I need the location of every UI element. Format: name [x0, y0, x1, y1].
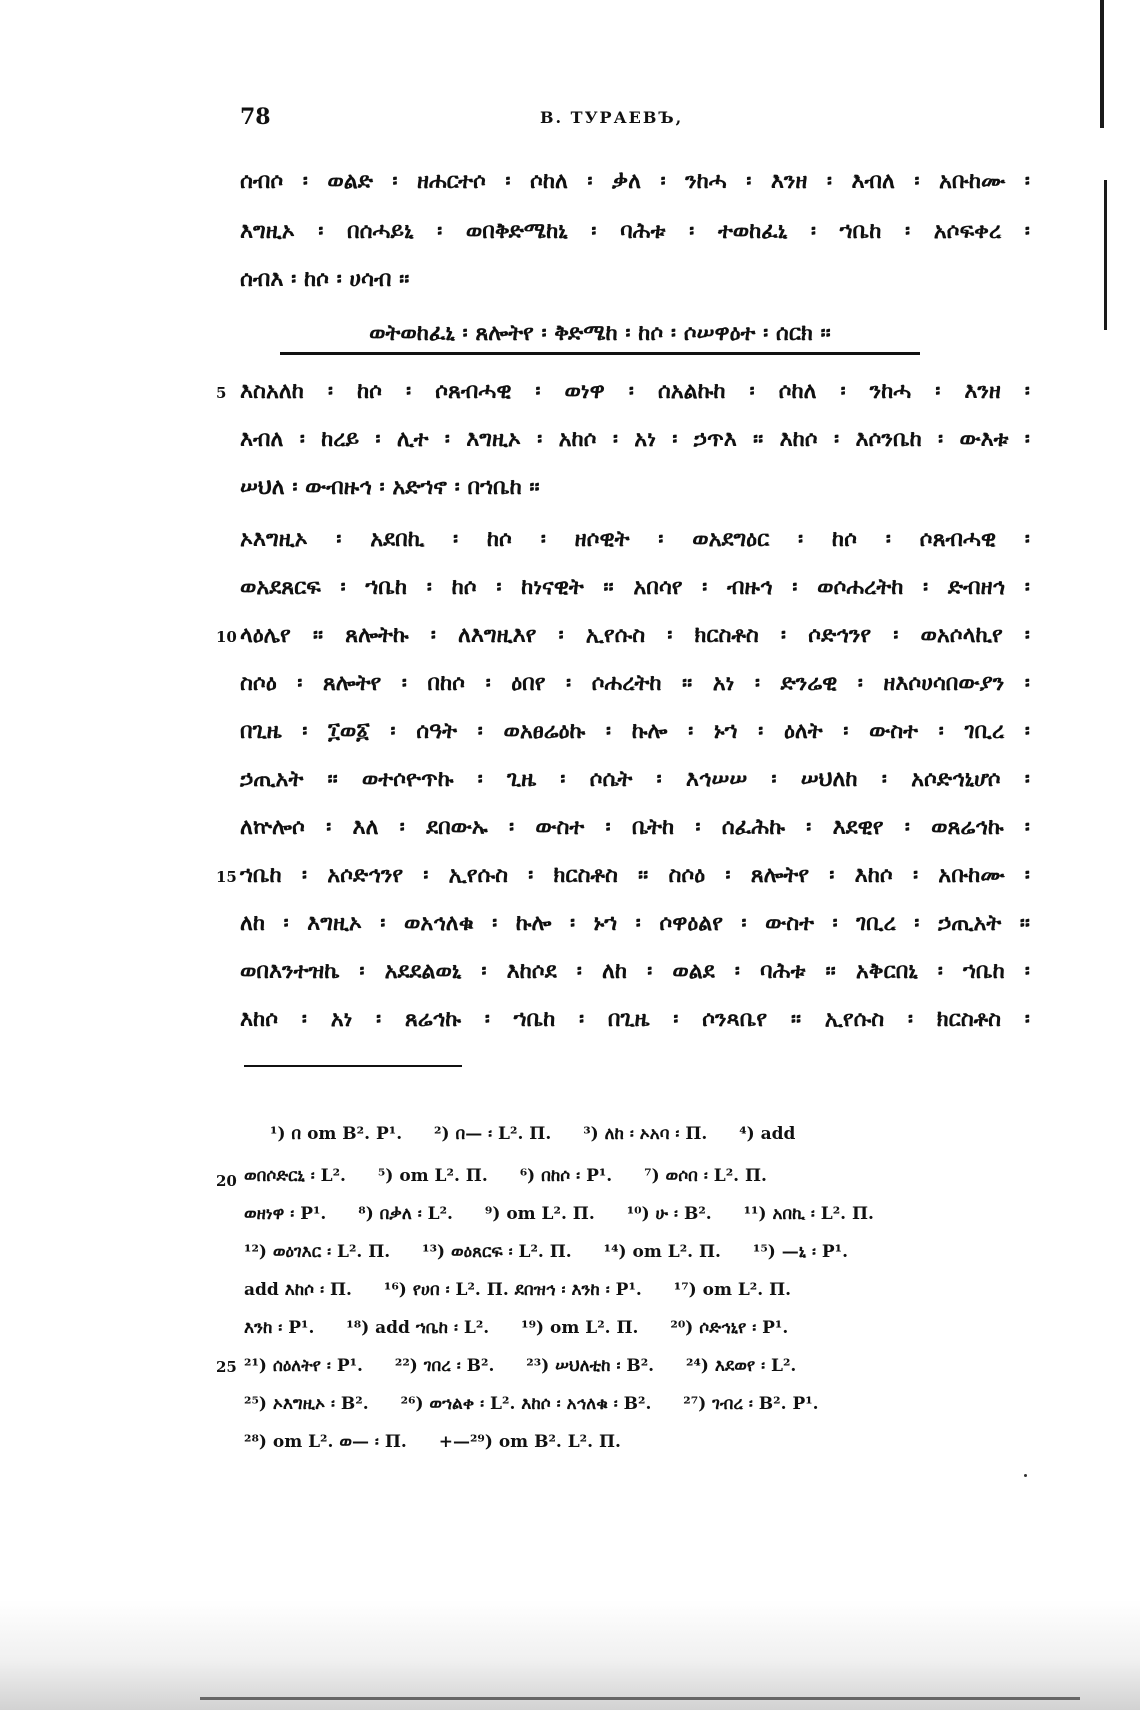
page-number: 78: [240, 104, 271, 130]
footnote: ¹³) ወዕጸርፍ ፡ L². Π.: [422, 1242, 572, 1262]
text-line: ኦእግዚኦ ፡ አደበኪ ፡ ከሶ ፡ ዘሶዊት ፡ ወአደግዕር ፡ ከሶ ፡ ሶጸብሓዊ ፡: [240, 526, 1030, 552]
footnote: +—²⁹) om B². L². Π.: [438, 1432, 621, 1452]
text-line: እከሶ ፡ አነ ፡ ጸሬኅኩ ፡ ኀቤከ ፡ በጊዜ ፡ ሶንጻቤየ ። ኢየሱስ ፡ ክርስቶስ ፡: [240, 1006, 1030, 1032]
footnote: ¹⁴) om L². Π.: [603, 1242, 721, 1262]
text-line: በጊዜ ፡ ፲ወ፩ ፡ ሰዓት ፡ ወአፀሬዕኩ ፡ ኩሎ ፡ ኑኀ ፡ ዕለት ፡ ውስተ ፡ ገቢረ ፡: [240, 718, 1030, 744]
text-line: ለከ ፡ እግዚኦ ፡ ወአኅለቁ ፡ ኩሎ ፡ ኑኀ ፡ ሶዋዕልየ ፡ ውስተ ፡ ገቢረ ፡ ኃጢአት ።: [240, 910, 1030, 936]
footnote: ⁷) ወሶበ ፡ L². Π.: [644, 1166, 767, 1186]
footnote: ²³) ሠህለቲከ ፡ B².: [526, 1356, 655, 1376]
line-number: 15: [216, 868, 237, 886]
footnote-line: [244, 1242, 1014, 1262]
footnote: add እከሶ ፡ Π.: [244, 1280, 352, 1300]
line-number: 25: [216, 1358, 237, 1376]
running-head: [240, 104, 1020, 134]
running-head-author: В. ТУРАЕВЪ,: [540, 108, 684, 127]
footnote: ¹⁰) ሁ ፡ B².: [626, 1204, 712, 1224]
line-number: 10: [216, 628, 237, 646]
footnote: ²¹) ሰዕለትየ ፡ P¹.: [244, 1356, 363, 1376]
footnote: ⁶) በከሶ ፡ P¹.: [519, 1166, 613, 1186]
footnote: ²²) ገበረ ፡ B².: [394, 1356, 495, 1376]
footnote-line: [244, 1394, 1014, 1414]
footnote: ¹⁵) —ኒ ፡ P¹.: [752, 1242, 849, 1262]
text-line: ለኵሎሶ ፡ እለ ፡ ደበውኡ ፡ ውስተ ፡ ቤትከ ፡ ሰፈሕኩ ፡ እደዊየ ፡ ወጸሬኅኩ ፡: [240, 814, 1030, 840]
footnote: ²⁸) om L². ወ— ፡ Π.: [244, 1432, 407, 1452]
footnote-line: [244, 1280, 1014, 1300]
text-line: ሰብእ ፡ ከሶ ፡ ሀሳብ ።: [240, 266, 410, 292]
ink-speck: [1024, 1474, 1027, 1477]
footnote: ²⁷) ገብረ ፡ B². P¹.: [683, 1394, 819, 1414]
footnote-line: [244, 1166, 1014, 1186]
line-number: 5: [216, 384, 227, 402]
footnote: ³) ለከ ፡ ኦአባ ፡ Π.: [583, 1124, 708, 1144]
footnote-line: [270, 1124, 1014, 1144]
footnote: ²⁵) ኦእግዚኦ ፡ B².: [244, 1394, 369, 1414]
page-edge-line: [1100, 0, 1104, 128]
page-bottom-edge: [200, 1697, 1080, 1700]
footnote: ²⁴) እደወየ ፡ L².: [686, 1356, 797, 1376]
footnote: ²⁶) ወኀልቀ ፡ L². እከሶ ፡ አኅለቁ ፡ B².: [400, 1394, 652, 1414]
footnote-line: [244, 1204, 1014, 1224]
footnote: ⁴) add: [739, 1124, 796, 1144]
text-line: ወአደጸርፍ ፡ ኀቤከ ፡ ከሶ ፡ ከነናዊት ። አበሳየ ፡ ብዙኅ ፡ ወሶሐረትከ ፡ ድብዘኅ ፡: [240, 574, 1030, 600]
page-edge-line: [1104, 180, 1107, 330]
text-line: ላዕሌየ ። ጸሎትኩ ፡ ለእግዚእየ ፡ ኢየሱስ ፡ ክርስቶስ ፡ ሶድኅንየ ፡ ወአሶላኪየ ፡: [240, 622, 1030, 648]
page-bottom-shadow: [0, 1600, 1140, 1710]
footnote: ¹¹) አበኪ ፡ L². Π.: [743, 1204, 874, 1224]
footnote: ¹⁸) add ኀቤከ ፡ L².: [346, 1318, 490, 1338]
footnote-line: [244, 1432, 1014, 1452]
footnote: ወበሶድርኒ ፡ L².: [244, 1166, 346, 1186]
text-line: እስአለከ ፡ ከሶ ፡ ሶጸብሓዊ ፡ ወነዋ ፡ ሰአልኩከ ፡ ሶከለ ፡ ንከሓ ፡ እንዘ ፡: [240, 378, 1030, 404]
section-heading: ወትወከፈኒ ፡ ጸሎትየ ፡ ቅድሜከ ፡ ከሶ ፡ ሶሠዋዕተ ፡ ሰርክ ።: [369, 320, 831, 346]
footnote: ²⁰) ሶድኅኒየ ፡ P¹.: [670, 1318, 789, 1338]
footnote: ¹) በ om B². P¹.: [270, 1124, 403, 1144]
footnote: ⁵) om L². Π.: [377, 1166, 488, 1186]
text-line: ኀቤከ ፡ አሶድኅንየ ፡ ኢየሱስ ፡ ክርስቶስ ። ስሶዕ ፡ ጸሎትየ ፡ እከሶ ፡ አቡከሙ ፡: [240, 862, 1030, 888]
footnote: ¹²) ወዕገእር ፡ L². Π.: [244, 1242, 391, 1262]
text-line: ኃጢአት ። ወተሶዮጥኩ ፡ ጊዜ ፡ ሶሴት ፡ እኅሠሠ ፡ ሠህለከ ፡ አሶድኅኒሆሶ ፡: [240, 766, 1030, 792]
footnote: ⁸) በቃለ ፡ L².: [358, 1204, 453, 1224]
line-number: 20: [216, 1172, 237, 1190]
text-line: እብለ ፡ ከረይ ፡ ሊተ ፡ እግዚኦ ፡ አከሶ ፡ አነ ፡ ኃጥእ ። እከሶ ፡ እሶንቤከ ፡ ውእቱ ፡: [240, 426, 1030, 452]
text-line: እግዚኦ ፡ በሰሓይኒ ፡ ወበቅድሜከኒ ፡ ባሕቱ ፡ ተወከፈኒ ፡ ኀቤከ ፡ አሶፍቀረ ፡: [240, 218, 1030, 244]
footnote: እንከ ፡ P¹.: [244, 1318, 315, 1338]
footnote: ¹⁹) om L². Π.: [521, 1318, 639, 1338]
heading-underline: [280, 352, 920, 355]
footnote-separator: [244, 1065, 462, 1067]
footnote: ¹⁶) የሀበ ፡ L². Π. ደበዝኅ ፡ እንከ ፡ P¹.: [383, 1280, 642, 1300]
footnote: ⁹) om L². Π.: [484, 1204, 595, 1224]
footnote-line: [244, 1356, 1014, 1376]
text-line: ሰብሶ ፡ ወልድ ፡ ዘሐርተሶ ፡ ሶከለ ፡ ቃለ ፡ ንከሓ ፡ እንዘ ፡ እብለ ፡ አቡከሙ ፡: [240, 168, 1030, 194]
text-line: ስሶዕ ፡ ጸሎትየ ፡ በከሶ ፡ ዕበየ ፡ ሶሐረትከ ። አነ ፡ ድንሬዊ ፡ ዘእሶሀሳበውያን ፡: [240, 670, 1030, 696]
footnote: ወዘነዋ ፡ P¹.: [244, 1204, 327, 1224]
footnote: ²) በ— ፡ L². Π.: [434, 1124, 552, 1144]
footnote-line: [244, 1318, 1014, 1338]
footnote: ¹⁷) om L². Π.: [673, 1280, 792, 1300]
text-line: ወበእንተዝኬ ፡ አደደልወኒ ፡ እከሶደ ፡ ለከ ፡ ወልደ ፡ ባሕቱ ። አቅርበኒ ፡ ኀቤከ ፡: [240, 958, 1030, 984]
text-line: ሠህለ ፡ ውብዙኅ ፡ አድኀኖ ፡ በኀቤከ ።: [240, 474, 540, 500]
